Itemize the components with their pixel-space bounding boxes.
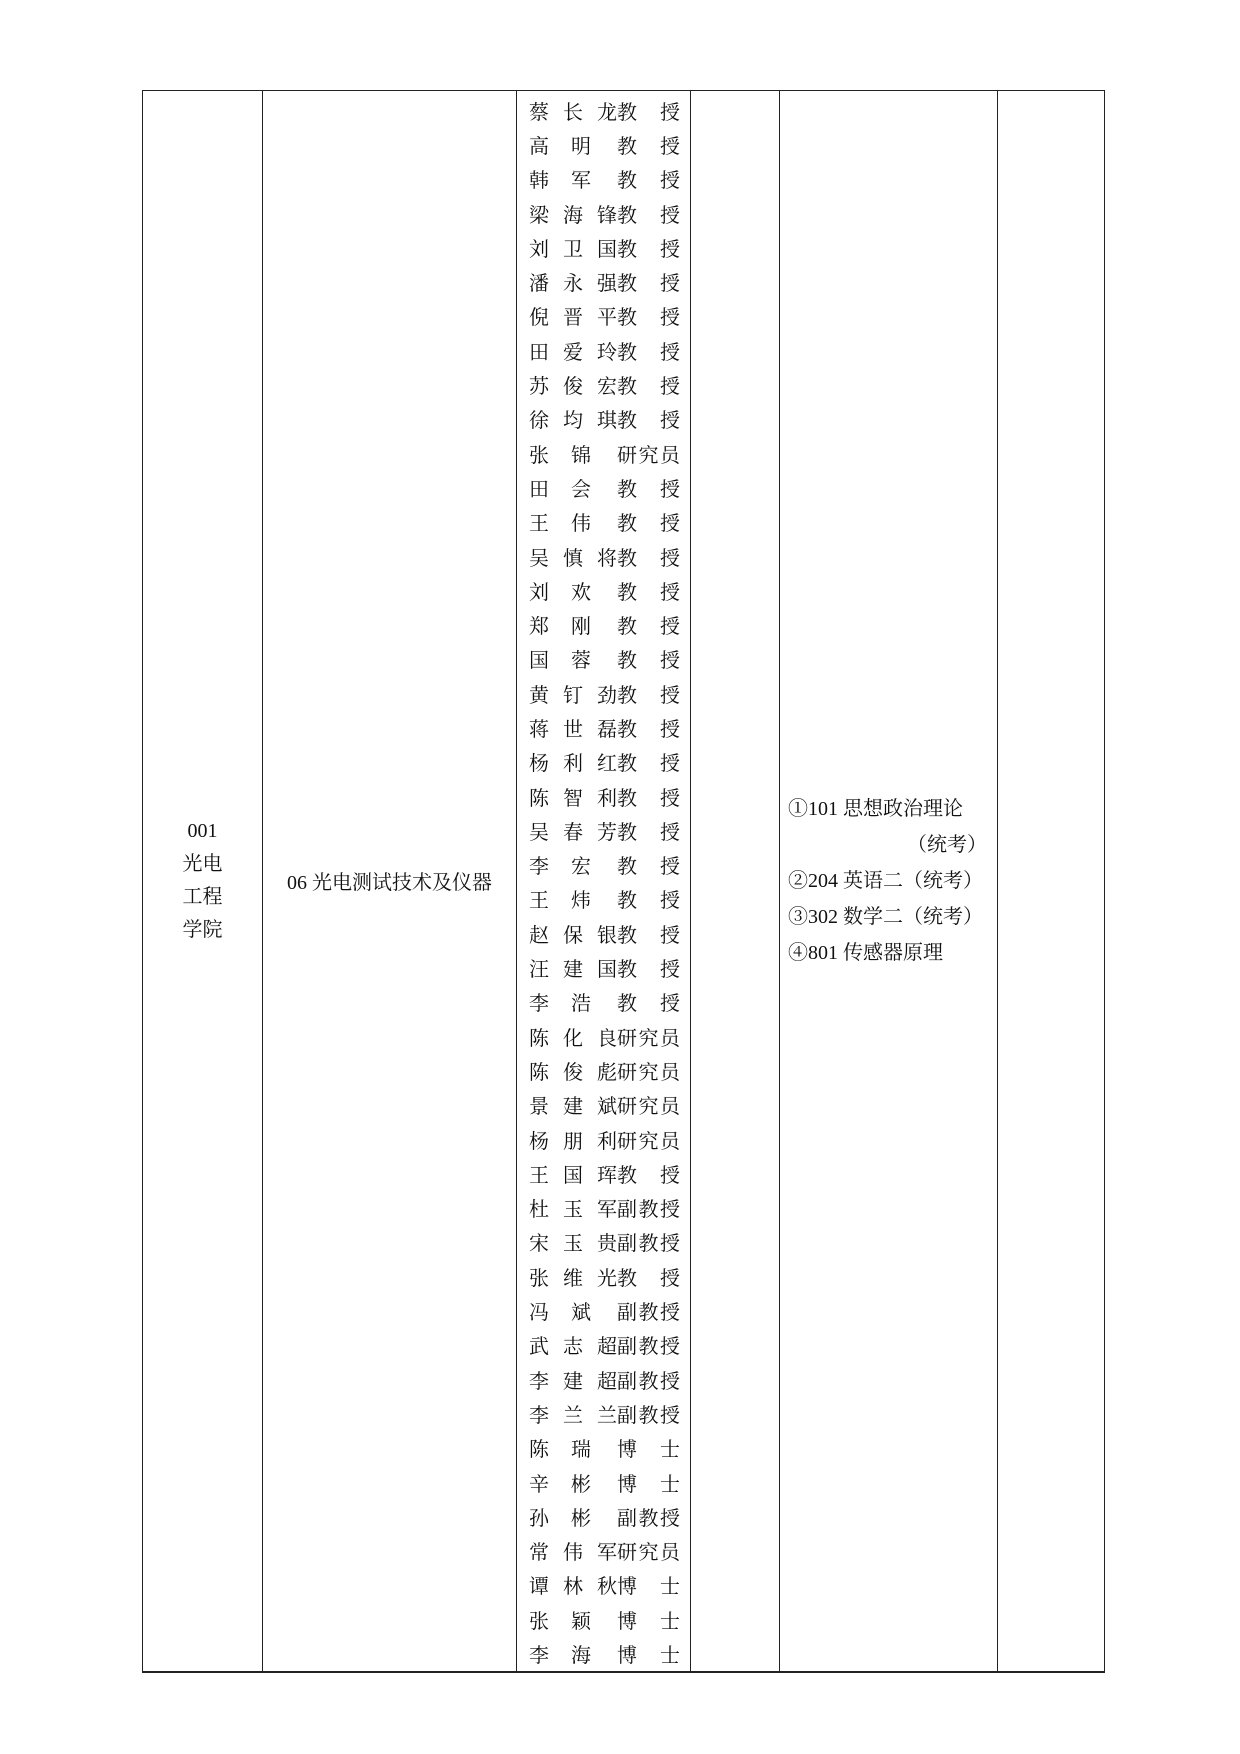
tutor-row	[517, 1431, 690, 1465]
tutor-row	[517, 1362, 690, 1396]
tutor-row	[517, 676, 690, 710]
tutor-title: 教授	[617, 376, 680, 399]
tutor-name: 武志超	[529, 1336, 617, 1359]
tutor-name: 张颖	[529, 1610, 591, 1633]
tutor-row	[517, 93, 690, 127]
tutor-title: 研究员	[617, 1061, 680, 1084]
tutor-title: 博士	[617, 1473, 680, 1496]
tutor-row	[517, 642, 690, 676]
tutor-row	[517, 1396, 690, 1430]
tutor-row	[517, 1293, 690, 1327]
tutor-name: 刘卫国	[529, 238, 617, 261]
tutor-row	[517, 1636, 690, 1670]
tutor-row	[517, 470, 690, 504]
tutor-row	[517, 1568, 690, 1602]
tutor-name: 韩军	[529, 170, 591, 193]
tutor-name: 王炜	[529, 890, 591, 913]
tutor-name: 景建斌	[529, 1096, 617, 1119]
tutor-title: 教授	[617, 101, 680, 124]
tutor-row	[517, 1259, 690, 1293]
tutor-title: 教授	[617, 890, 680, 913]
college-cell	[143, 91, 263, 1672]
tutor-title: 副教授	[617, 1370, 680, 1393]
tutor-name: 徐均琪	[529, 410, 617, 433]
tutor-title: 教授	[617, 1267, 680, 1290]
tutor-name: 李建超	[529, 1370, 617, 1393]
tutor-name: 赵保银	[529, 924, 617, 947]
exam-subject	[788, 863, 997, 899]
tutor-name: 陈瑞	[529, 1439, 591, 1462]
tutor-name: 郑刚	[529, 616, 591, 639]
tutor-title: 教授	[617, 856, 680, 879]
tutor-row	[517, 367, 690, 401]
tutor-row	[517, 1225, 690, 1259]
tutor-title: 教授	[617, 616, 680, 639]
tutor-row	[517, 779, 690, 813]
tutor-row	[517, 264, 690, 298]
tutor-row	[517, 1533, 690, 1567]
tutor-name: 苏俊宏	[529, 376, 617, 399]
tutor-row	[517, 1191, 690, 1225]
tutor-title: 研究员	[617, 444, 680, 467]
tutor-title: 副教授	[617, 1302, 680, 1325]
tutor-row	[517, 162, 690, 196]
tutor-title: 教授	[617, 273, 680, 296]
tutor-title: 研究员	[617, 1027, 680, 1050]
tutor-title: 教授	[617, 753, 680, 776]
tutor-row	[517, 1499, 690, 1533]
tutor-list	[517, 91, 690, 1671]
tutor-title: 教授	[617, 924, 680, 947]
tutor-title: 教授	[617, 993, 680, 1016]
tutor-row	[517, 127, 690, 161]
tutor-title: 副教授	[617, 1404, 680, 1427]
tutor-name: 冯斌	[529, 1302, 591, 1325]
tutor-row	[517, 848, 690, 882]
tutor-row	[517, 299, 690, 333]
tutor-title: 教授	[617, 959, 680, 982]
empty-cell	[691, 91, 780, 1672]
tutor-name: 张锦	[529, 444, 591, 467]
tutor-row	[517, 333, 690, 367]
tutor-row	[517, 985, 690, 1019]
tutor-title: 教授	[617, 787, 680, 810]
college-name-line: 学院	[182, 918, 223, 941]
exam-cell	[780, 91, 998, 1672]
tutor-title: 教授	[617, 135, 680, 158]
tutor-title: 教授	[617, 307, 680, 330]
tutor-name: 杨朋利	[529, 1130, 617, 1153]
exam-subject	[788, 899, 997, 935]
tutor-name: 蔡长龙	[529, 101, 617, 124]
tutor-row	[517, 1465, 690, 1499]
exam-subject-label: ③302 数学二（统考）	[788, 905, 983, 928]
table-row	[143, 91, 1105, 1672]
tutor-title: 博士	[617, 1439, 680, 1462]
tutor-title: 研究员	[617, 1542, 680, 1565]
tutor-name: 杨利红	[529, 753, 617, 776]
tutor-name: 王国珲	[529, 1164, 617, 1187]
tutor-row	[517, 1053, 690, 1087]
tutor-title: 教授	[617, 821, 680, 844]
tutor-row	[517, 813, 690, 847]
tutor-title: 教授	[617, 513, 680, 536]
tutor-name: 李海	[529, 1645, 591, 1667]
major-name: 06 光电测试技术及仪器	[287, 872, 492, 895]
tutor-name: 王伟	[529, 513, 591, 536]
tutor-name: 陈俊彪	[529, 1061, 617, 1084]
exam-subject-label: ④801 传感器原理	[788, 941, 943, 964]
major-cell	[263, 91, 517, 1672]
college-code: 001	[187, 819, 218, 842]
tutor-title: 教授	[617, 718, 680, 741]
tutor-title: 教授	[617, 478, 680, 501]
tutor-row	[517, 1602, 690, 1636]
tutor-name: 吴春芳	[529, 821, 617, 844]
tutor-title: 教授	[617, 581, 680, 604]
tutor-name: 潘永强	[529, 273, 617, 296]
college-name-line: 光电	[182, 852, 223, 875]
tutor-title: 副教授	[617, 1507, 680, 1530]
tutor-name: 田会	[529, 478, 591, 501]
tutor-name: 孙彬	[529, 1507, 591, 1530]
tutor-name: 杜玉军	[529, 1199, 617, 1222]
tutor-name: 陈化良	[529, 1027, 617, 1050]
tutor-name: 张维光	[529, 1267, 617, 1290]
tutor-row	[517, 607, 690, 641]
tutor-title: 教授	[617, 204, 680, 227]
tutor-row	[517, 539, 690, 573]
tutor-row	[517, 573, 690, 607]
exam-subject-label: ①101 思想政治理论	[788, 797, 963, 820]
tutor-row	[517, 1122, 690, 1156]
exam-list	[780, 791, 997, 971]
tutor-title: 教授	[617, 650, 680, 673]
tutor-title: 教授	[617, 170, 680, 193]
tutor-row	[517, 505, 690, 539]
tutor-name: 刘欢	[529, 581, 591, 604]
tutor-name: 国蓉	[529, 650, 591, 673]
tutor-name: 辛彬	[529, 1473, 591, 1496]
tutor-name: 高明	[529, 135, 591, 158]
tutor-row	[517, 1088, 690, 1122]
tutor-name: 常伟军	[529, 1542, 617, 1565]
tutor-row	[517, 745, 690, 779]
tutor-title: 教授	[617, 547, 680, 570]
tutor-name: 宋玉贵	[529, 1233, 617, 1256]
tutor-title: 教授	[617, 410, 680, 433]
exam-subject	[788, 935, 997, 971]
college-name-line: 工程	[182, 885, 223, 908]
tutor-title: 博士	[617, 1645, 680, 1667]
tutor-name: 田爱玲	[529, 341, 617, 364]
tutor-row	[517, 436, 690, 470]
tutor-row	[517, 950, 690, 984]
tutor-row	[517, 1328, 690, 1362]
tutor-title: 教授	[617, 684, 680, 707]
tutor-title: 教授	[617, 238, 680, 261]
empty-cell	[998, 91, 1105, 1672]
tutor-row	[517, 882, 690, 916]
tutor-row	[517, 402, 690, 436]
tutor-title: 副教授	[617, 1199, 680, 1222]
tutor-name: 陈智利	[529, 787, 617, 810]
tutor-row	[517, 916, 690, 950]
tutor-title: 研究员	[617, 1096, 680, 1119]
tutor-row	[517, 1156, 690, 1190]
tutor-title: 博士	[617, 1576, 680, 1599]
tutor-name: 汪建国	[529, 959, 617, 982]
tutor-row	[517, 230, 690, 264]
tutor-row	[517, 1019, 690, 1053]
exam-subject	[788, 791, 997, 863]
tutor-title: 教授	[617, 1164, 680, 1187]
tutor-name: 谭林秋	[529, 1576, 617, 1599]
exam-subject-note: （统考）	[907, 833, 987, 856]
tutor-name: 梁海锋	[529, 204, 617, 227]
tutor-name: 李兰兰	[529, 1404, 617, 1427]
exam-subject-label: ②204 英语二（统考）	[788, 869, 983, 892]
tutor-title: 副教授	[617, 1336, 680, 1359]
tutor-title: 教授	[617, 341, 680, 364]
tutor-name: 黄钉劲	[529, 684, 617, 707]
tutor-row	[517, 710, 690, 744]
tutor-name: 蒋世磊	[529, 718, 617, 741]
tutor-name: 李浩	[529, 993, 591, 1016]
admissions-table	[142, 90, 1105, 1673]
tutor-cell	[517, 91, 691, 1672]
tutor-title: 研究员	[617, 1130, 680, 1153]
tutor-title: 博士	[617, 1610, 680, 1633]
tutor-title: 副教授	[617, 1233, 680, 1256]
tutor-name: 李宏	[529, 856, 591, 879]
tutor-name: 倪晋平	[529, 307, 617, 330]
tutor-row	[517, 196, 690, 230]
tutor-name: 吴慎将	[529, 547, 617, 570]
